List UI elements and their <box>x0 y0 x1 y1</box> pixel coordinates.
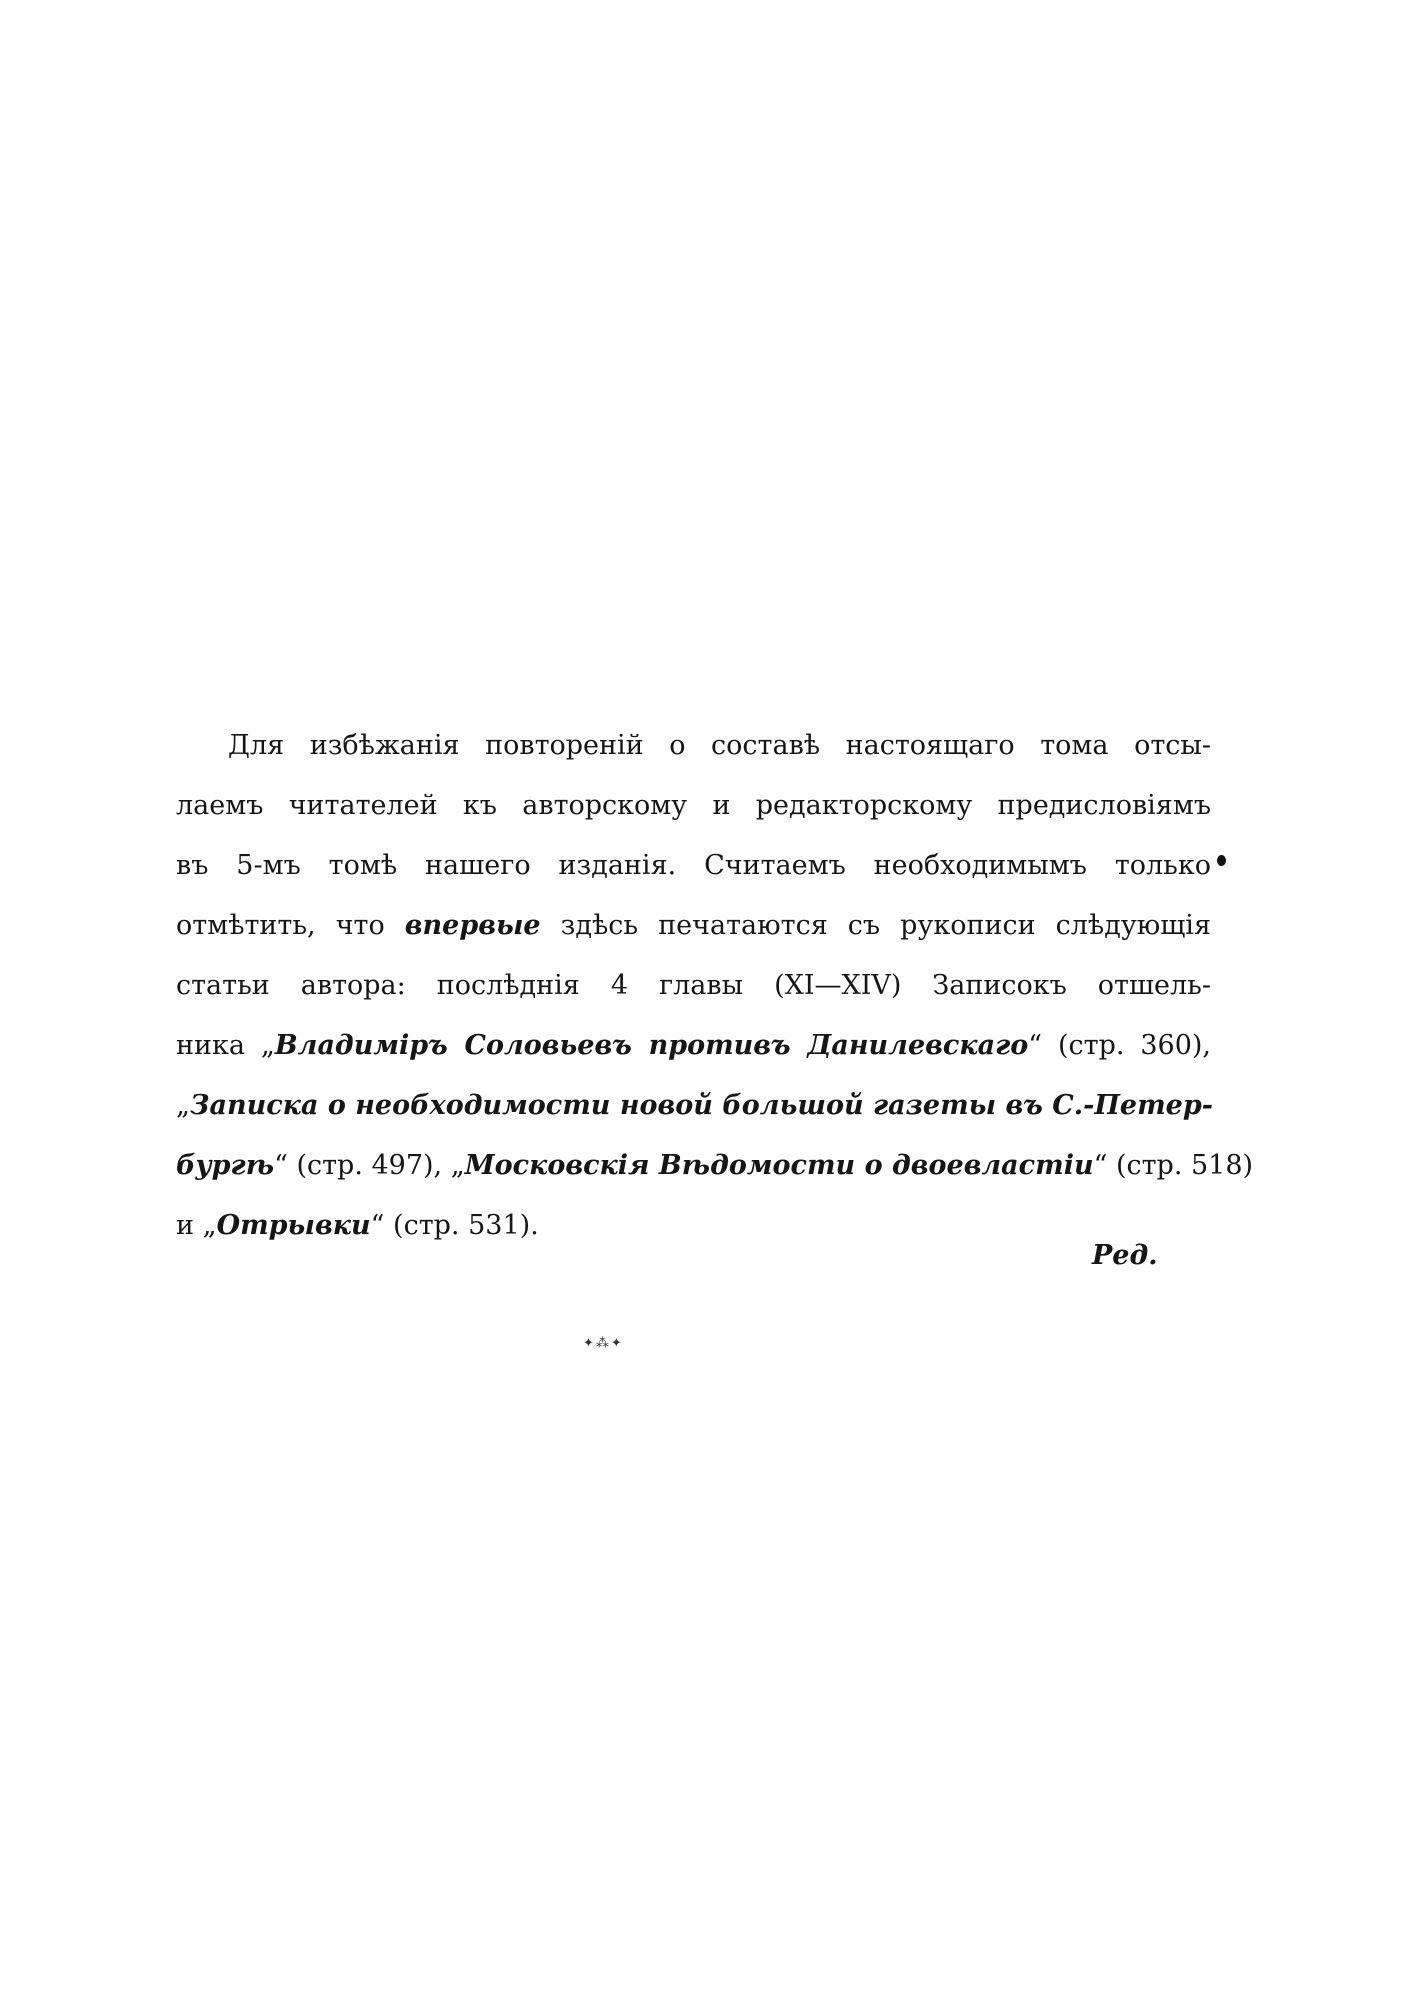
italic-title-run: Владиміръ Соловьевъ противъ Данилевскаго <box>274 1030 1029 1061</box>
text-run: отмѣтить, что <box>176 910 405 941</box>
ornament-divider: ✦⁂✦ <box>583 1336 624 1351</box>
text-run: Для избѣжанія повтореній о составѣ настоящаго тома отсы- <box>228 730 1211 761</box>
italic-title-run: Записка о необходимости новой большой газеты въ С.-Петер- <box>190 1090 1213 1121</box>
text-run: и „ <box>176 1210 217 1241</box>
text-run: „ <box>176 1090 190 1121</box>
notice-line-8 <box>176 1142 1254 1190</box>
text-run: “ (стр. 531). <box>370 1210 539 1241</box>
notice-line-3 <box>176 842 1211 890</box>
italic-title-run: Отрывки <box>216 1210 371 1241</box>
notice-line-7 <box>176 1082 1211 1130</box>
italic-title-run: впервые <box>404 910 541 941</box>
notice-line-1 <box>228 722 1211 770</box>
editor-signature: Ред. <box>1092 1240 1158 1271</box>
italic-title-run: Московскія Вѣдомости о двоевластіи <box>464 1150 1094 1181</box>
notice-line-6 <box>176 1022 1211 1070</box>
text-run: въ 5-мъ томѣ нашего изданія. Считаемъ необходимымъ только <box>176 850 1211 881</box>
italic-title-run: бургѣ <box>176 1150 275 1181</box>
notice-line-5 <box>176 962 1211 1010</box>
text-run: лаемъ читателей къ авторскому и редакторскому предисловіямъ <box>176 790 1211 821</box>
notice-line-4 <box>176 902 1211 950</box>
text-run: ника „ <box>176 1030 275 1061</box>
text-run: статьи автора: послѣднія 4 главы (XI—XIV) Записокъ отшель- <box>176 970 1211 1001</box>
text-run: здѣсь печатаются съ рукописи слѣдующія <box>540 910 1211 941</box>
text-run: “ (стр. 497), „ <box>274 1150 465 1181</box>
notice-line-9 <box>176 1202 539 1250</box>
text-run: “ (стр. 518) <box>1093 1150 1254 1181</box>
ink-blot-mark <box>1217 855 1226 866</box>
text-run: “ (стр. 360), <box>1028 1030 1211 1061</box>
notice-line-2 <box>176 782 1211 830</box>
